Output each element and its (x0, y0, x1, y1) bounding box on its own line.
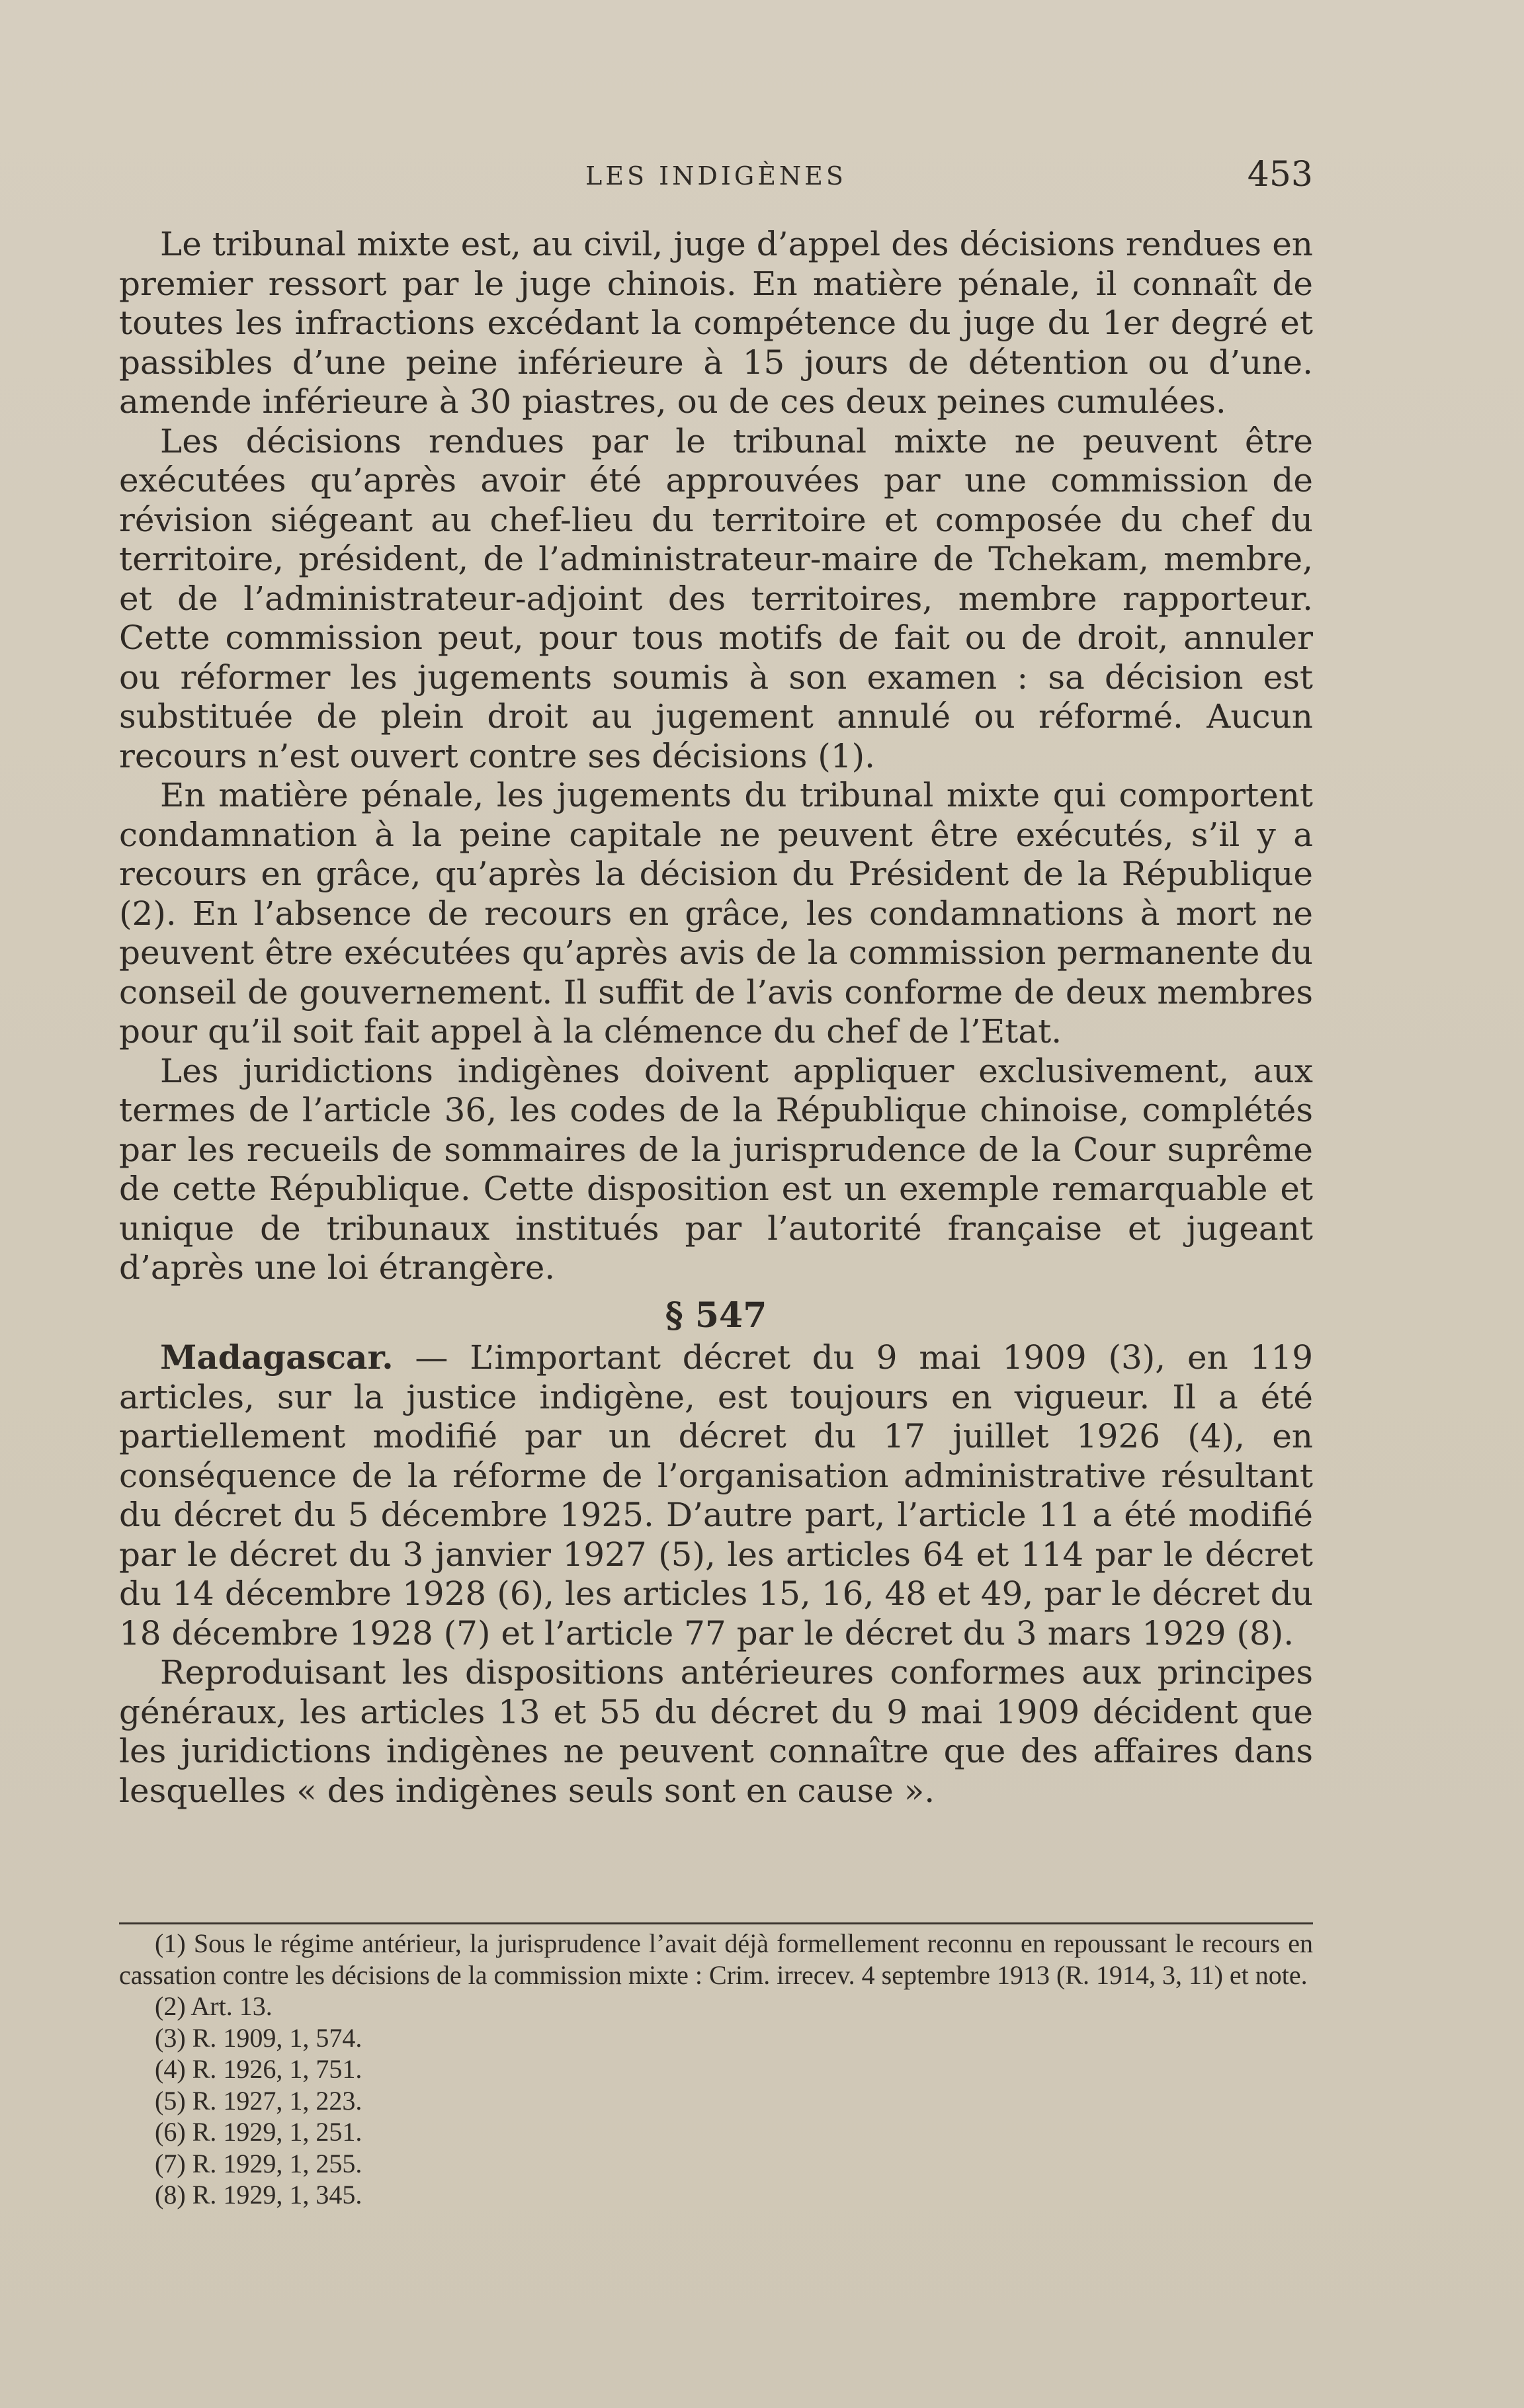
footnote-3: (3) R. 1909, 1, 574. (155, 2022, 362, 2053)
running-title: LES INDIGÈNES (585, 161, 847, 191)
paragraph-juridictions: Les juridictions indigènes doivent appliquer exclusivement, aux termes de l’article 36, les codes de la République chinoise, complétés par les recueils de sommaires de la jurisprudence de la Cour suprême de cette République. Cette disposition est un exemple remarquable et unique de tribunaux institués par l’autorité française et jugeant d’après une loi étrangère. (119, 1051, 1313, 1287)
footnote-7: (7) R. 1929, 1, 255. (155, 2148, 362, 2178)
running-header (119, 152, 1313, 198)
section-paragraph-1-text: — L’important décret du 9 mai 1909 (3), en 119 articles, sur la justice indigène, est toujours en vigueur. Il a été partiellement modifié par un décret du 17 juillet 1926 (4), en conséquence de la réforme de l’organisation administrative résultant du décret du 5 décembre 1925. D’autre part, l’article 11 a été modifié par le décret du 3 janvier 1927 (5), les articles 64 et 114 par le décret du 14 décembre 1928 (6), les articles 15, 16, 48 et 49, par le décret du 18 décembre 1928 (7) et l’article 77 par le décret du 3 mars 1929 (8). (119, 1338, 1313, 1653)
paragraph-tribunal-mixte: Le tribunal mixte est, au civil, juge d’appel des décisions rendues en premier ressort par le juge chinois. En matière pénale, il connaît de toutes les infractions excédant la compétence du juge du 1er degré et passibles d’une peine inférieure à 15 jours de détention ou d’une. amende inférieure à 30 piastres, ou de ces deux peines cumulées. (119, 225, 1313, 421)
section-heading: § 547 (665, 1295, 767, 1336)
section-lead: Madagascar. (160, 1338, 394, 1377)
footnote-4: (4) R. 1926, 1, 751. (155, 2054, 362, 2084)
footnote-6: (6) R. 1929, 1, 251. (155, 2117, 362, 2147)
footnote-1: (1) Sous le régime antérieur, la jurisprudence l’avait déjà formellement reconnu en repoussant le recours en cassation contre les décisions de la commission mixte : Crim. irrecev. 4 septembre 1913 (R. 1914, 3, 11) et note. (119, 1928, 1313, 1990)
footnotes (119, 1928, 1313, 2211)
paragraph-reproduisant: Reproduisant les dispositions antérieures conformes aux principes généraux, les articles 13 et 55 du décret du 9 mai 1909 décident que les juridictions indigènes ne peuvent connaître que des affaires dans lesquelles « des indigènes seuls sont en cause ». (119, 1653, 1313, 1810)
footnote-8: (8) R. 1929, 1, 345. (155, 2180, 362, 2210)
body-text (119, 225, 1313, 1811)
paragraph-madagascar (119, 1338, 1313, 1653)
paragraph-matiere-penale: En matière pénale, les jugements du tribunal mixte qui comportent condamnation à la peine capitale ne peuvent être exécutés, s’il y a recours en grâce, qu’après la décision du Président de la République (2). En l’absence de recours en grâce, les condamnations à mort ne peuvent être exécutées qu’après avis de la commission permanente du conseil de gouvernement. Il suffit de l’avis conforme de deux membres pour qu’il soit fait appel à la clémence du chef de l’Etat. (119, 776, 1313, 1051)
page-number: 453 (1247, 155, 1313, 194)
footnote-separator (119, 1922, 1313, 1924)
footnote-5: (5) R. 1927, 1, 223. (155, 2085, 362, 2116)
paragraph-decisions: Les décisions rendues par le tribunal mixte ne peuvent être exécutées qu’après avoir été approuvées par une commission de révision siégeant au chef-lieu du territoire et composée du chef du territoire, président, de l’administrateur-maire de Tchekam, membre, et de l’administrateur-adjoint des territoires, membre rapporteur. Cette commission peut, pour tous motifs de fait ou de droit, annuler ou réformer les jugements soumis à son examen : sa décision est substituée de plein droit au jugement annulé ou réformé. Aucun recours n’est ouvert contre ses décisions (1). (119, 421, 1313, 775)
footnote-2: (2) Art. 13. (155, 1991, 273, 2021)
